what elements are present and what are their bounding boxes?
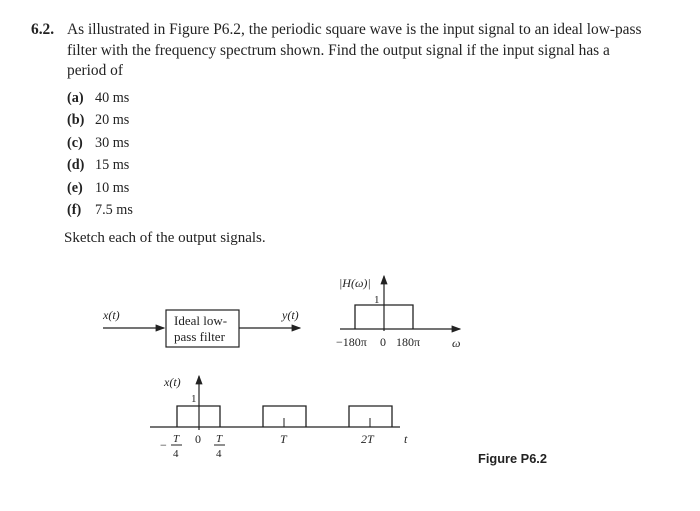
wave-zero: 0 (195, 432, 201, 446)
pos-frac-den: 4 (216, 448, 222, 460)
period-label: T (280, 432, 287, 446)
spectrum-left-tick: −180π (336, 335, 367, 349)
part-label: (d) (67, 157, 85, 174)
square-wave-plot (150, 375, 408, 460)
part-label: (b) (67, 112, 85, 129)
spectrum-zero: 0 (380, 335, 386, 349)
part-value: 20 ms (95, 112, 130, 129)
wave-one-label: 1 (191, 393, 197, 405)
part-value: 7.5 ms (95, 201, 133, 218)
filter-box-line1: Ideal low- (174, 313, 228, 328)
neg-frac-num: T (173, 433, 180, 445)
output-label: y(t) (282, 308, 299, 322)
part-label: (e) (67, 179, 83, 196)
block-diagram (102, 308, 300, 347)
spectrum-plot (336, 276, 460, 350)
figure-caption: Figure P6.2 (478, 451, 547, 466)
problem-number: 6.2. (31, 21, 55, 38)
input-label: x(t) (103, 308, 120, 322)
part-value: 15 ms (95, 157, 130, 174)
spectrum-ylabel: |H(ω)| (339, 276, 371, 290)
wave-ylabel: x(t) (164, 375, 181, 389)
part-label: (f) (67, 201, 82, 218)
problem-text: As illustrated in Figure P6.2, the periodic square wave is the input signal to an ideal low-pass filter with the frequency spectrum shown. Find the output signal if the input signal has a period of (67, 21, 642, 79)
spectrum-xlabel: ω (452, 336, 461, 350)
spectrum-right-tick: 180π (396, 335, 421, 349)
part-value: 30 ms (95, 134, 130, 151)
pos-frac-num: T (216, 433, 223, 445)
filter-box-line2: pass filter (174, 329, 225, 344)
part-value: 40 ms (95, 90, 130, 106)
neg-sign: − (160, 438, 167, 452)
two-period-label: 2T (361, 432, 374, 446)
neg-frac-den: 4 (173, 448, 179, 460)
part-value: 10 ms (95, 179, 130, 196)
sketch-instruction: Sketch each of the output signals. (64, 230, 266, 246)
part-label: (c) (67, 134, 83, 151)
part-label: (a) (67, 90, 84, 106)
spectrum-one-label: 1 (374, 294, 380, 306)
wave-xlabel: t (404, 432, 408, 446)
